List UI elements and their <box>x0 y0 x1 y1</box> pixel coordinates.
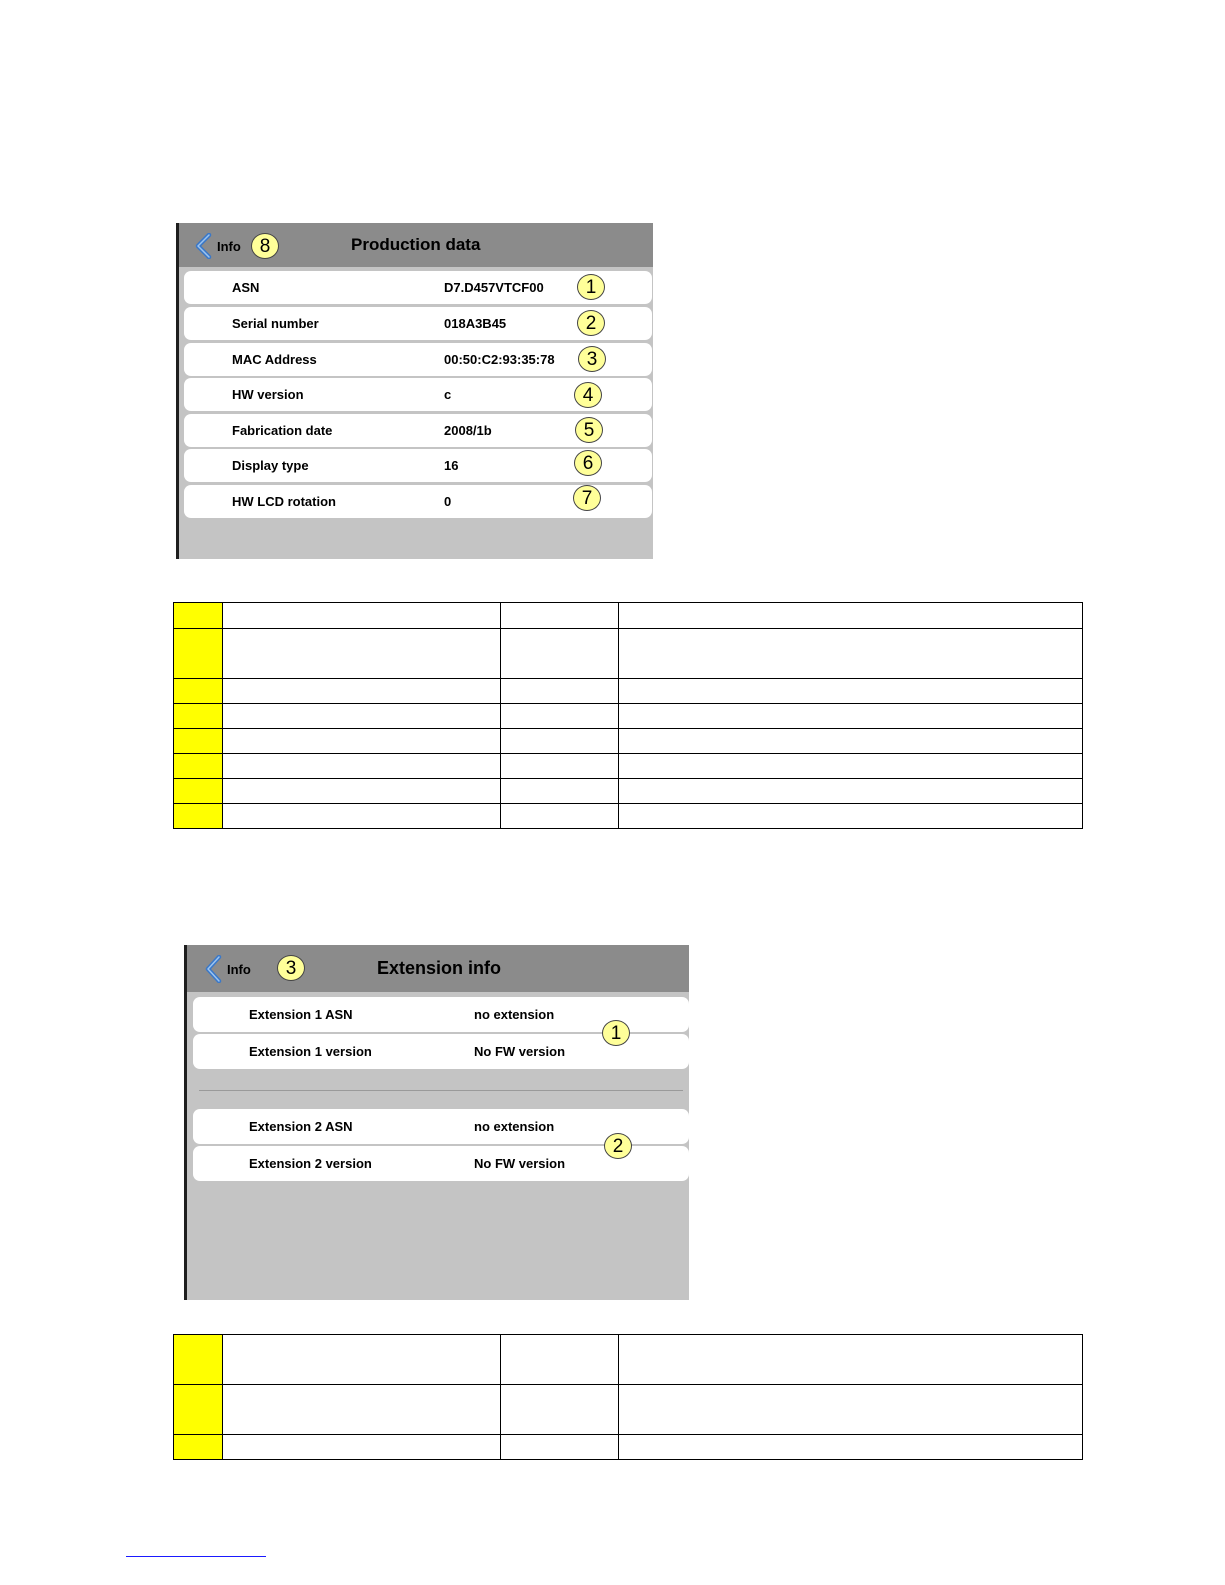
row-value: 018A3B45 <box>444 316 507 331</box>
table-cell <box>223 629 501 679</box>
table-cell <box>174 629 223 679</box>
table-cell <box>501 1435 619 1460</box>
table-row <box>174 679 1083 704</box>
row-label: Display type <box>232 458 309 473</box>
table-cell <box>174 779 223 804</box>
production-data-reference-table <box>173 602 1083 829</box>
table-cell <box>174 704 223 729</box>
callout-badge: 2 <box>604 1133 632 1159</box>
table-cell <box>501 754 619 779</box>
chevron-left-icon <box>203 955 223 983</box>
table-cell <box>501 1385 619 1435</box>
callout-badge: 2 <box>577 310 605 336</box>
table-cell <box>223 729 501 754</box>
row-value: no extension <box>474 1119 555 1134</box>
footnote-separator <box>126 1556 266 1557</box>
row-value: no extension <box>474 1007 555 1022</box>
production-data-screenshot <box>176 223 653 559</box>
table-cell <box>223 704 501 729</box>
table-cell <box>619 754 1083 779</box>
table-cell <box>619 704 1083 729</box>
table-cell <box>501 679 619 704</box>
table-cell <box>501 629 619 679</box>
table-cell <box>174 603 223 629</box>
table-cell <box>174 1385 223 1435</box>
row-value: No FW version <box>474 1156 566 1171</box>
back-button[interactable] <box>193 233 241 259</box>
table-cell <box>619 679 1083 704</box>
table-cell <box>619 1335 1083 1385</box>
table-cell <box>223 779 501 804</box>
row-hw-version <box>184 378 652 411</box>
table-row <box>174 704 1083 729</box>
back-button-label: Info <box>227 961 251 977</box>
callout-badge: 5 <box>575 417 603 443</box>
chevron-left-icon <box>193 233 213 259</box>
table-cell <box>619 729 1083 754</box>
callout-badge: 3 <box>277 955 305 981</box>
table-cell <box>501 1335 619 1385</box>
row-serial-number <box>184 307 652 340</box>
row-hw-lcd-rotation <box>184 485 652 518</box>
table-cell <box>223 679 501 704</box>
callout-badge: 6 <box>574 450 602 476</box>
callout-badge: 3 <box>578 346 606 372</box>
table-cell <box>223 603 501 629</box>
row-label: Fabrication date <box>232 423 333 438</box>
table-cell <box>223 754 501 779</box>
row-value: 16 <box>444 458 459 473</box>
row-label: ASN <box>232 280 260 295</box>
row-value: D7.D457VTCF00 <box>444 280 544 295</box>
group-divider <box>199 1090 683 1091</box>
table-row <box>174 804 1083 829</box>
row-label: Extension 2 ASN <box>249 1119 353 1134</box>
row-label: Serial number <box>232 316 319 331</box>
table-row <box>174 1335 1083 1385</box>
row-value: 2008/1b <box>444 423 492 438</box>
row-label: Extension 1 ASN <box>249 1007 353 1022</box>
table-cell <box>174 729 223 754</box>
row-value: 0 <box>444 494 452 509</box>
row-label: Extension 1 version <box>249 1044 372 1059</box>
callout-badge: 1 <box>577 274 605 300</box>
title-bar <box>179 223 653 267</box>
back-button[interactable] <box>203 955 251 983</box>
row-label: HW version <box>232 387 304 402</box>
table-cell <box>619 804 1083 829</box>
table-cell <box>174 804 223 829</box>
table-cell <box>619 629 1083 679</box>
table-cell <box>501 779 619 804</box>
row-value: c <box>444 387 452 402</box>
table-cell <box>619 1385 1083 1435</box>
table-cell <box>174 754 223 779</box>
callout-badge: 4 <box>574 382 602 408</box>
table-row <box>174 1435 1083 1460</box>
extension-info-screenshot <box>184 945 689 1300</box>
table-row <box>174 754 1083 779</box>
row-label: Extension 2 version <box>249 1156 372 1171</box>
table-row <box>174 629 1083 679</box>
extension-info-reference-table <box>173 1334 1083 1460</box>
back-button-label: Info <box>217 238 241 254</box>
row-mac-address <box>184 343 652 376</box>
table-cell <box>501 704 619 729</box>
callout-badge: 7 <box>573 485 601 511</box>
table-cell <box>174 1335 223 1385</box>
table-cell <box>501 729 619 754</box>
table-row <box>174 779 1083 804</box>
table-cell <box>223 1335 501 1385</box>
table-cell <box>223 1435 501 1460</box>
table-row <box>174 603 1083 629</box>
table-cell <box>501 804 619 829</box>
table-cell <box>619 1435 1083 1460</box>
table-cell <box>223 804 501 829</box>
table-cell <box>223 1385 501 1435</box>
row-label: HW LCD rotation <box>232 494 336 509</box>
page-title: Extension info <box>377 958 502 978</box>
callout-badge: 1 <box>602 1020 630 1046</box>
table-cell <box>174 1435 223 1460</box>
page-title: Production data <box>351 235 481 254</box>
table-cell <box>501 603 619 629</box>
row-label: MAC Address <box>232 352 317 367</box>
table-row <box>174 1385 1083 1435</box>
table-cell <box>619 603 1083 629</box>
table-row <box>174 729 1083 754</box>
row-value: No FW version <box>474 1044 566 1059</box>
row-display-type <box>184 449 652 482</box>
table-cell <box>174 679 223 704</box>
table-cell <box>619 779 1083 804</box>
row-fabrication-date <box>184 414 652 447</box>
row-value: 00:50:C2:93:35:78 <box>444 352 555 367</box>
callout-badge: 8 <box>251 233 279 259</box>
row-asn <box>184 271 652 304</box>
title-bar <box>187 945 689 992</box>
